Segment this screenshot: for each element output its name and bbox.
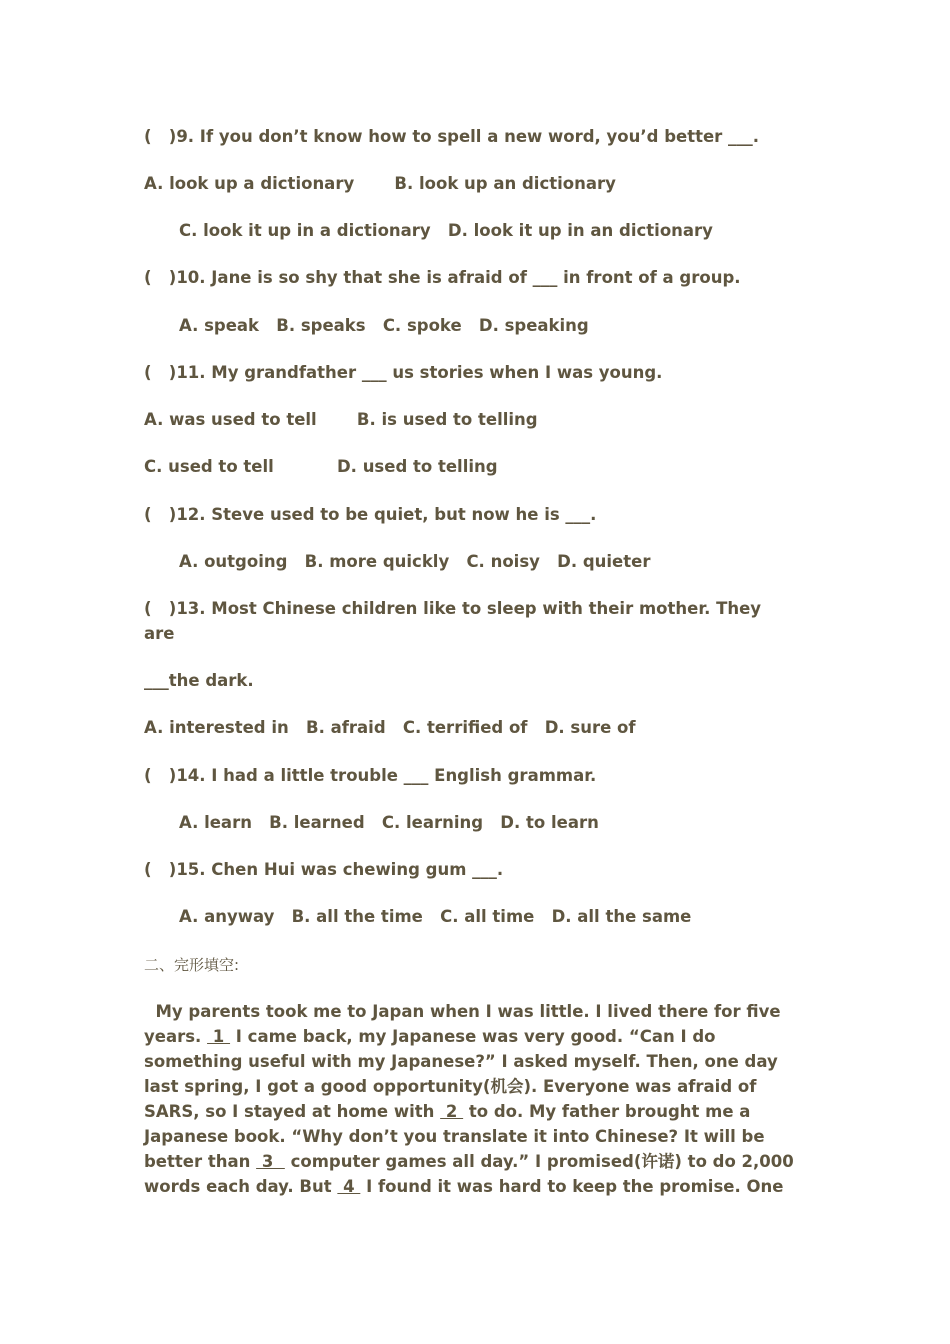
- question-9-options-row-2: C. look it up in a dictionary D. look it up in an dictionary: [179, 221, 713, 240]
- passage-line: better than 3 computer games all day.” I promised(许诺) to do 2,000: [144, 1152, 794, 1171]
- question-10-options: A. speak B. speaks C. spoke D. speaking: [179, 316, 589, 335]
- question-13-stem-continued-2: ___the dark.: [144, 671, 254, 690]
- question-14-stem: ( )14. I had a little trouble ___ English grammar.: [144, 766, 597, 785]
- blank-4: 4: [337, 1177, 361, 1196]
- blank-1: 1: [207, 1027, 231, 1046]
- question-13-stem: ( )13. Most Chinese children like to sleep with their mother. They: [144, 599, 762, 618]
- passage-line: words each day. But 4 I found it was hard to keep the promise. One: [144, 1177, 784, 1196]
- question-11-stem: ( )11. My grandfather ___ us stories when I was young.: [144, 363, 663, 382]
- passage-line: years. 1 I came back, my Japanese was very good. “Can I do: [144, 1027, 716, 1046]
- question-12-options: A. outgoing B. more quickly C. noisy D. quieter: [179, 552, 651, 571]
- blank-3: 3: [256, 1152, 285, 1171]
- question-9-options-row-1: A. look up a dictionary B. look up an dictionary: [144, 174, 616, 193]
- question-15-stem: ( )15. Chen Hui was chewing gum ___.: [144, 860, 504, 879]
- question-11-options-row-1: A. was used to tell B. is used to telling: [144, 410, 538, 429]
- passage-line: Japanese book. “Why don’t you translate it into Chinese? It will be: [144, 1127, 765, 1146]
- cloze-passage: [144, 999, 809, 1199]
- question-9-stem: ( )9. If you don’t know how to spell a new word, you’d better ___.: [144, 127, 760, 146]
- passage-line: last spring, I got a good opportunity(机会). Everyone was afraid of: [144, 1077, 757, 1096]
- passage-line: something useful with my Japanese?” I asked myself. Then, one day: [144, 1052, 778, 1071]
- passage-line: My parents took me to Japan when I was little. I lived there for five: [144, 1002, 781, 1021]
- question-10-stem: ( )10. Jane is so shy that she is afraid of ___ in front of a group.: [144, 268, 741, 287]
- question-11-options-row-2: C. used to tell D. used to telling: [144, 457, 498, 476]
- section-title-cloze: 二、完形填空:: [144, 956, 240, 974]
- question-14-options: A. learn B. learned C. learning D. to learn: [179, 813, 599, 832]
- question-13-stem-continued: are: [144, 624, 175, 643]
- question-15-options: A. anyway B. all the time C. all time D. all the same: [179, 907, 692, 926]
- blank-2: 2: [440, 1102, 464, 1121]
- question-13-options: A. interested in B. afraid C. terrified of D. sure of: [144, 718, 636, 737]
- question-12-stem: ( )12. Steve used to be quiet, but now he is ___.: [144, 505, 597, 524]
- passage-line: SARS, so I stayed at home with 2 to do. My father brought me a: [144, 1102, 751, 1121]
